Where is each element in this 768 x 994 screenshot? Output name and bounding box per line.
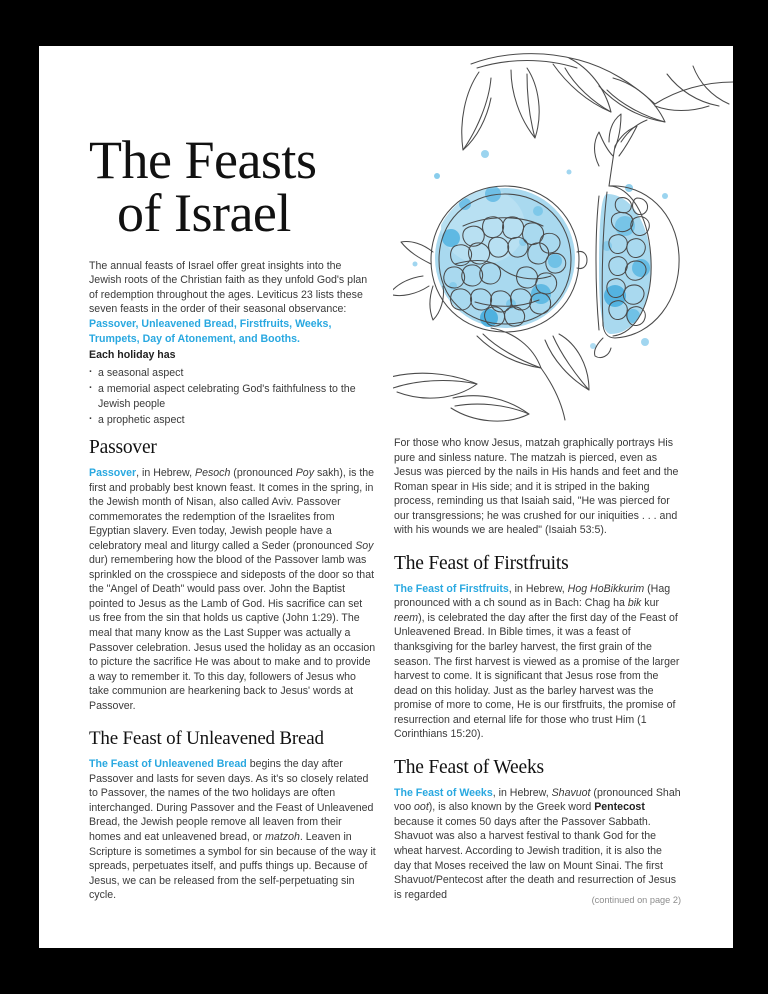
magazine-page: [39, 46, 733, 948]
unleavened-bread-paragraph: [89, 757, 376, 902]
list-item: · a seasonal aspect: [89, 366, 379, 381]
list-item: · a prophetic aspect: [89, 413, 379, 428]
weeks-text-a: , in Hebrew,: [492, 786, 552, 799]
passover-link[interactable]: Passover: [89, 467, 137, 479]
weeks-italic-oot: oot: [414, 801, 429, 814]
firstfruits-text-d: ), is celebrated the day after the first day of the Feast of Unleavened Bread. In Bible times, it was a feast of thanksgiving for the barley harvest, the first grain of the season. The first harvest is viewed as a promise of the larger harvest to come. It is significant that Jesus rose from the dead on this holiday. Just as the barley harvest was the promise of more to come, He is our firstfruits, the promise of resurrection and eternal life for those who trust Him (1 Corinthians 15:20).: [394, 611, 680, 741]
unleavened-text-b: . Leaven in Scripture is sometimes a symbol for sin because of the way it spreads, perpetuates itself, and puffs things up. Because of Jesus, we can be released from the self-perpetuating sin cycle.: [89, 831, 376, 902]
passover-italic-poy: Poy: [295, 467, 314, 479]
each-holiday-block: [89, 348, 379, 429]
feast-list-highlight: Passover, Unleavened Bread, Firstfruits, Weeks, Trumpets, Day of Atonement, and Booths.: [89, 317, 332, 345]
weeks-text-b: (pronounced Shah voo: [394, 786, 681, 814]
column-left: [89, 436, 376, 917]
firstfruits-text-a: , in Hebrew,: [508, 582, 568, 595]
continued-note: (continued on page 2): [591, 895, 681, 905]
passover-paragraph: [89, 466, 376, 713]
heading-passover: Passover: [89, 437, 157, 458]
firstfruits-text-b: (Hag pronounced with a ch sound as in Bach: Chag ha: [394, 582, 671, 610]
weeks-paragraph: [394, 786, 681, 902]
firstfruits-italic-reem: reem: [394, 611, 419, 624]
pomegranate-illustration: [393, 46, 733, 446]
weeks-bold-pentecost: Pentecost: [594, 801, 645, 814]
passover-italic-pesoch: Pesoch: [195, 467, 231, 479]
unleavened-italic-matzoh: matzoh: [265, 831, 300, 844]
each-holiday-lead: Each holiday has: [89, 349, 176, 361]
weeks-text-c: ), is also known by the Greek word: [428, 801, 595, 814]
list-item: · a memorial aspect celebrating God's faithfulness to the Jewish people: [89, 382, 379, 412]
passover-text-b: (pronounced: [230, 467, 296, 479]
unleavened-bread-link[interactable]: The Feast of Unleavened Bread: [89, 758, 247, 771]
firstfruits-italic-hobikkurim: Hog HoBikkurim: [567, 582, 645, 595]
weeks-link[interactable]: The Feast of Weeks: [394, 786, 493, 799]
passover-text-a: , in Hebrew,: [136, 467, 196, 479]
column-right: [394, 436, 681, 916]
watercolor-wash-right: [593, 186, 663, 341]
watercolor-wash-left: [435, 186, 575, 328]
heading-unleavened-bread: The Feast of Unleavened Bread: [89, 728, 324, 750]
title-line-1: The Feasts: [89, 130, 317, 191]
unleavened-text-a: begins the day after Passover and lasts for seven days. As it's so closely related to Passover, the names of the two holidays are often interchanged. During Passover and the Feast of Unleavened Bread, the Jewish people remove all leaven from their homes and eat unleavened bread, or: [89, 758, 374, 844]
matzah-paragraph: For those who know Jesus, matzah graphically portrays His pure and sinless nature. The matzah is pierced, even as Jesus was pierced by the nails in His hands and feet and the Roman spear in His side; and it is striped in the baking process, reminding us that Isaiah said, "He was pierced for our transgressions; he was crushed for our iniquities . . . and with his wounds we are healed" (Isaiah 53:5).: [394, 437, 679, 537]
title-line-2: of Israel: [117, 182, 291, 243]
passover-text-d: dur) remembering how the blood of the Passover lamb was sprinkled on the crosspiece and sideposts of the door so that the "Angel of Death" would pass over. John the Baptist pointed to Jesus as the Lamb of God. His sacrifice can set us free from the sin that holds us captive (John 1:29). The meal that many know as the Last Supper was actually a Passover celebration. Jesus used the holiday as an occasion to picture the sacrifice He was about to make and to provide a way to remember it. To this day, followers of Jesus who take communion are hearkening back to Jesus' words at Passover.: [89, 554, 376, 712]
weeks-text-d: because it comes 50 days after the Passover Sabbath. Shavuot was also a harvest festival to thank God for the wheat harvest. According to Jewish tradition, it is also the day that Moses received the law on Mount Sinai. The first Shavuot/Pentecost after the death and resurrection of Jesus is regarded: [394, 815, 677, 901]
firstfruits-text-c: kur: [641, 597, 660, 610]
heading-weeks: The Feast of Weeks: [394, 756, 544, 778]
page-title: [89, 130, 419, 243]
intro-paragraph: [89, 259, 376, 347]
intro-text: The annual feasts of Israel offer great insights into the Jewish roots of the Christian faith as they unfold God's plan of redemption throughout the ages. Leviticus 23 lists these seven feasts in the order of their seasonal observance:: [89, 259, 368, 316]
firstfruits-italic-bik: bik: [627, 597, 642, 610]
weeks-italic-shavuot: Shavuot: [551, 786, 591, 799]
passover-italic-soy: Soy: [355, 539, 374, 552]
firstfruits-link[interactable]: The Feast of Firstfruits: [394, 582, 509, 595]
aspect-list: [89, 366, 379, 428]
heading-firstfruits: The Feast of Firstfruits: [394, 552, 569, 574]
passover-text-c: sakh), is the first and probably best known feast. It comes in the spring, in the Jewish month of Nisan, also called Aviv. Passover commemorates the redemption of the Israelites from Egyptian slavery. Even today, Jewish people have a celebratory meal and liturgy called a Seder (pronounced: [89, 467, 375, 552]
firstfruits-paragraph: [394, 582, 681, 742]
